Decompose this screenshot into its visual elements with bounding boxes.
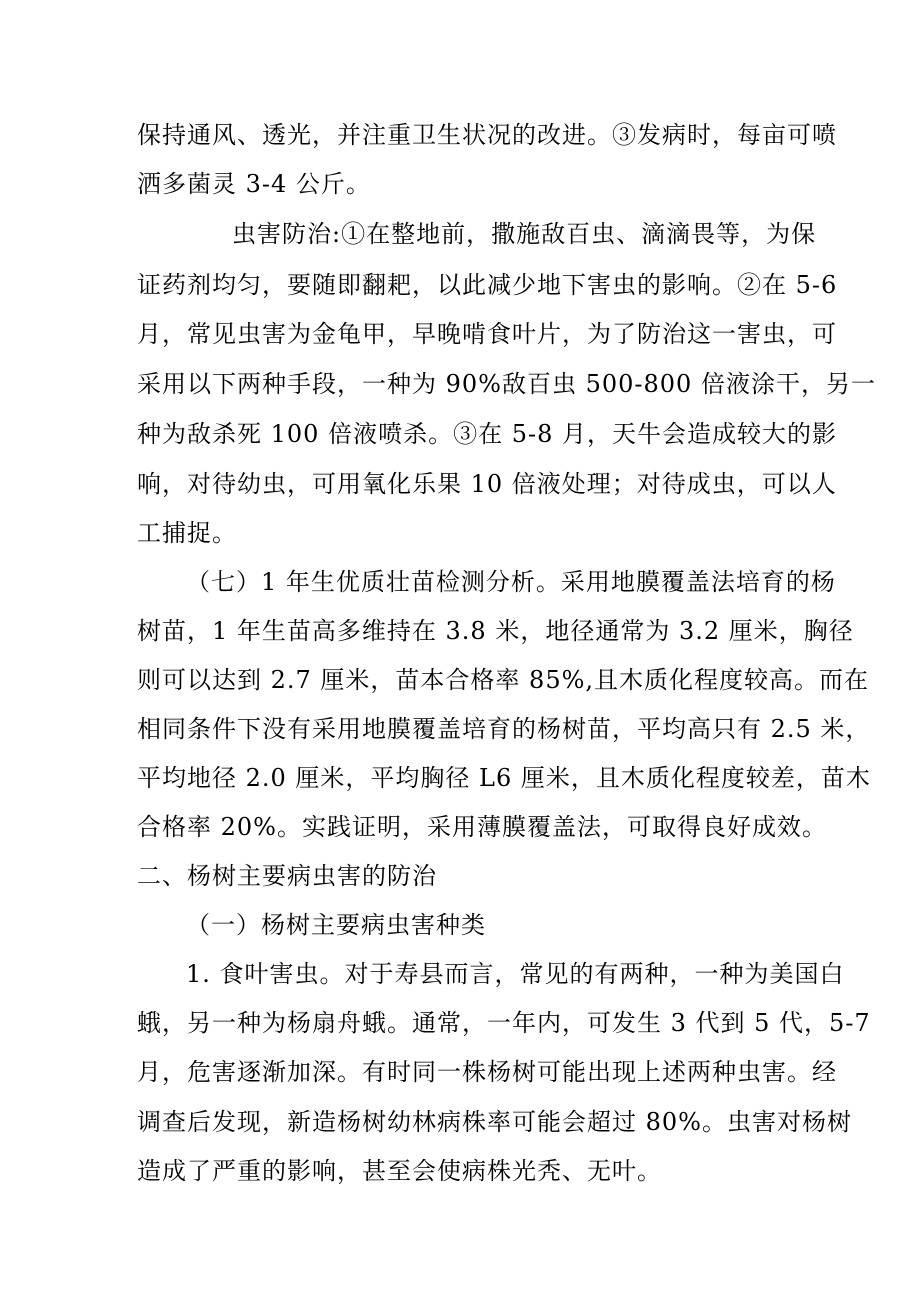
text-line: 洒多菌灵 3-4 公斤。 [137, 170, 371, 198]
text-line: 1. 食叶害虫。对于寿县而言，常见的有两种，一种为美国白 [186, 960, 845, 988]
text-line: 造成了严重的影响，甚至会使病株光秃、无叶。 [137, 1157, 662, 1185]
text-line: 蛾，另一种为杨扇舟蛾。通常，一年内，可发生 3 代到 5 代，5-7 [137, 1009, 871, 1037]
section-heading: 二、杨树主要病虫害的防治 [137, 862, 437, 890]
text-line: 相同条件下没有采用地膜覆盖培育的杨树苗，平均高只有 2.5 米， [137, 715, 871, 743]
text-line: 证药剂均匀，要随即翻耙，以此减少地下害虫的影响。②在 5-6 [137, 271, 838, 299]
text-line: 平均地径 2.0 厘米，平均胸径 L6 厘米，且木质化程度较差，苗木 [137, 764, 871, 792]
text-line: 种为敌杀死 100 倍液喷杀。③在 5-8 月，天牛会造成较大的影 [137, 420, 837, 448]
text-line: 树苗，1 年生苗高多维持在 3.8 米，地径通常为 3.2 厘米，胸径 [137, 617, 854, 645]
text-line: 月，危害逐渐加深。有时同一株杨树可能出现上述两种虫害。经 [137, 1058, 837, 1086]
text-line: 响，对待幼虫，可用氧化乐果 10 倍液处理；对待成虫，可以人 [137, 470, 837, 498]
text-line: 调查后发现，新造杨树幼林病株率可能会超过 80%。虫害对杨树 [137, 1108, 852, 1136]
text-line: 工捕捉。 [137, 519, 237, 547]
text-line: 则可以达到 2.7 厘米，苗本合格率 85%,且木质化程度较高。而在 [137, 666, 870, 694]
text-line: 采用以下两种手段，一种为 90%敌百虫 500-800 倍液涂干，另一 [137, 370, 876, 398]
text-line: 虫害防治:①在整地前，撒施敌百虫、滴滴畏等，为保 [232, 220, 817, 248]
subsection-heading: （一）杨树主要病虫害种类 [186, 911, 486, 939]
text-line: 合格率 20%。实践证明，采用薄膜覆盖法，可取得良好成效。 [137, 813, 827, 841]
text-line: 保持通风、透光，并注重卫生状况的改进。③发病时，每亩可喷 [137, 121, 837, 149]
text-line: （七）1 年生优质壮苗检测分析。采用地膜覆盖法培育的杨 [186, 568, 836, 596]
text-line: 月，常见虫害为金龟甲，早晚啃食叶片，为了防治这一害虫，可 [137, 320, 837, 348]
